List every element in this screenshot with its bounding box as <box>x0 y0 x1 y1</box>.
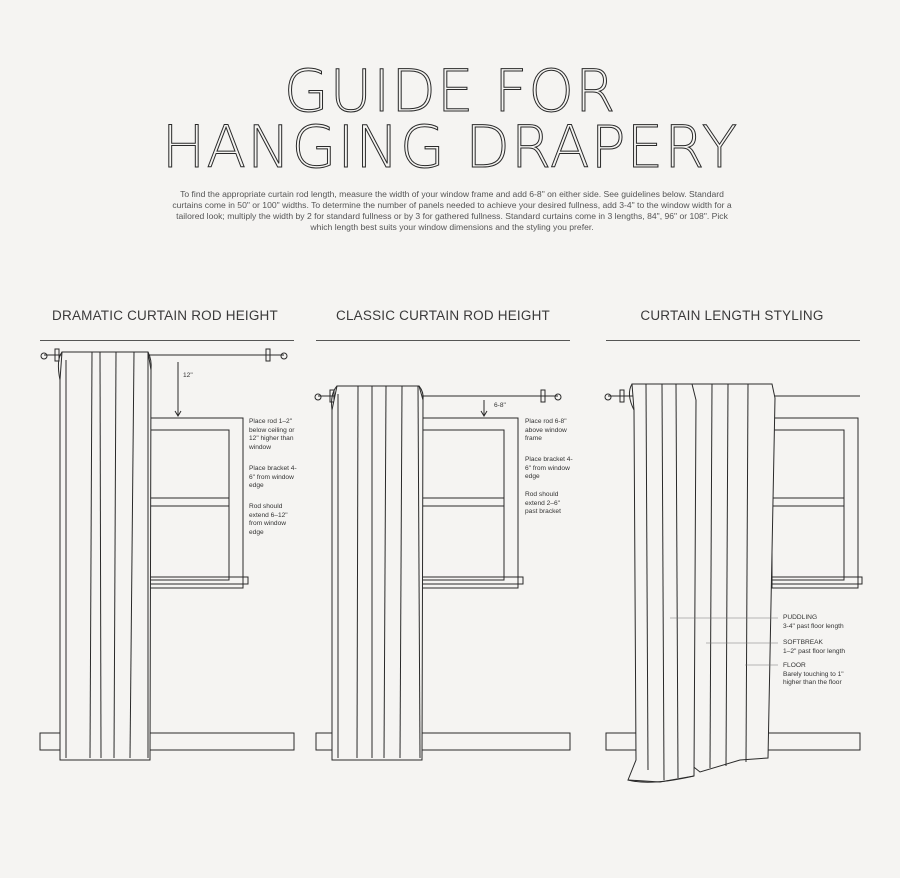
curtain-panel-back <box>690 384 775 772</box>
window-inner-frame <box>420 430 504 580</box>
note-classic-extend: Rod should extend 2–6" past bracket <box>525 491 561 516</box>
title-line-2: HANGING DRAPERY <box>161 113 739 181</box>
window-inner-frame <box>145 430 229 580</box>
rod-finial-left <box>315 394 321 400</box>
length-puddling-name: PUDDLING <box>783 614 818 621</box>
dramatic-illustration <box>40 349 294 760</box>
section-title-classic: CLASSIC CURTAIN ROD HEIGHT <box>336 308 550 323</box>
section-title-length: CURTAIN LENGTH STYLING <box>640 308 824 323</box>
length-styling-illustration <box>605 384 862 782</box>
note-dramatic-bracket: Place bracket 4-6" from window edge <box>249 465 297 490</box>
length-softbreak-name: SOFTBREAK <box>783 639 823 646</box>
length-floor <box>783 662 849 688</box>
rod-finial-right <box>281 353 287 359</box>
curtain-panel <box>332 386 423 760</box>
length-puddling-desc: 3-4" past floor length <box>783 622 844 630</box>
length-softbreak <box>783 639 853 656</box>
window-outer-frame <box>420 418 518 588</box>
rod-finial-left <box>605 394 611 400</box>
intro-paragraph: To find the appropriate curtain rod length, measure the width of your window frame and add 6-8" on either side. See guidelines below. Standard curtains come in 50" or 100" widths. To determine the number of panels needed to achieve your desired fullness, add 3-4" to the window width for a tailored look; multiply the width by 2 for standard fullness or by 3 for gathered fullness. Standard curtains come in 3 lengths, 84", 96" or 108". Pick which length best suits your window dimensions and the styling you prefer. <box>172 188 732 233</box>
window-outer-frame <box>145 418 243 588</box>
note-dramatic-extend: Rod should extend 6–12" from window edge <box>249 503 288 536</box>
window-outer-frame <box>772 418 858 588</box>
title-line-1: GUIDE FOR <box>283 57 617 125</box>
note-dramatic-rod: Place rod 1–2" below ceiling or 12" higher than window <box>249 418 295 451</box>
rod-finial-right <box>555 394 561 400</box>
length-softbreak-desc: 1–2" past floor length <box>783 647 846 655</box>
rod-finial-left <box>41 353 47 359</box>
length-puddling <box>783 614 853 631</box>
note-classic-bracket: Place bracket 4-6" from window edge <box>525 456 573 481</box>
measure-label-dramatic: 12" <box>183 372 193 379</box>
length-floor-desc: Barely touching to 1" higher than the floor <box>783 670 844 687</box>
length-floor-name: FLOOR <box>783 662 806 669</box>
curtain-panel <box>60 352 151 760</box>
section-title-dramatic: DRAMATIC CURTAIN ROD HEIGHT <box>52 308 278 323</box>
note-classic-rod: Place rod 6-8" above window frame <box>525 418 567 443</box>
measure-label-classic: 6-8" <box>494 402 506 409</box>
window-inner-frame <box>772 430 844 580</box>
